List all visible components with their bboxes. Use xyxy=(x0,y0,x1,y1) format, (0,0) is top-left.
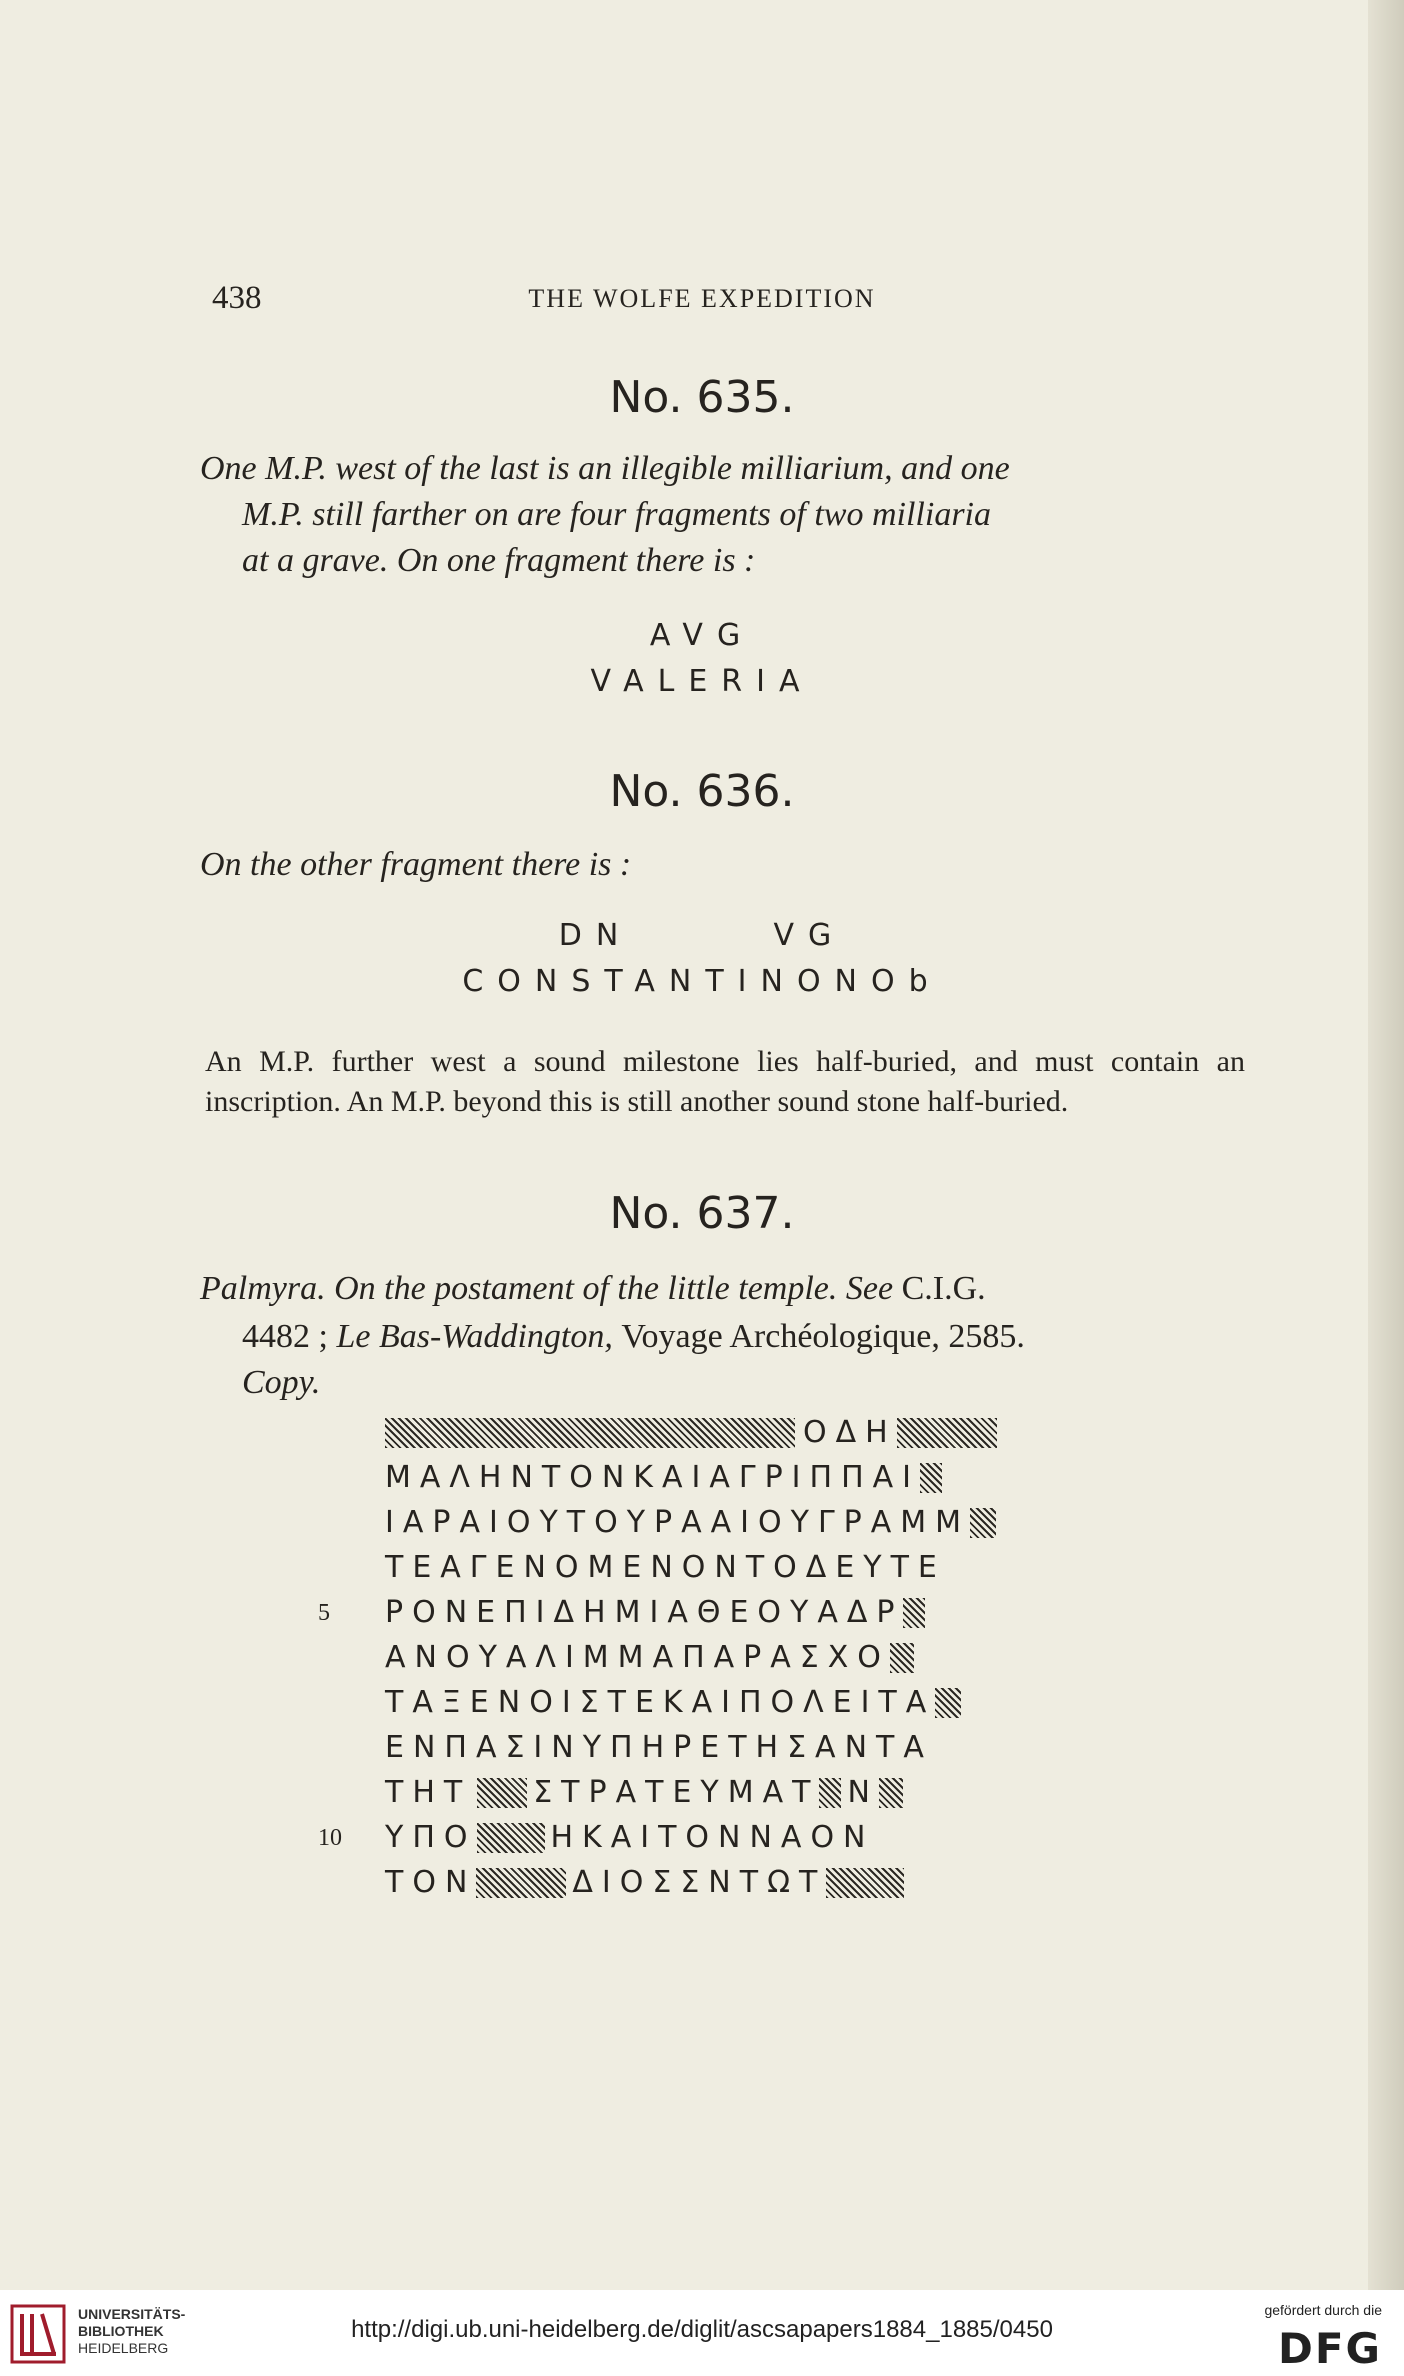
viewer-footer xyxy=(0,2290,1404,2376)
text-635-line-2: M.P. still farther on are four fragments of two milliaria xyxy=(242,496,991,533)
inscription-text: ΤΑΞΕΝΟΙΣΤΕΚΑΙΠΟΛΕΙΤΑ xyxy=(385,1685,936,1720)
inscription-text: Ν xyxy=(847,1775,879,1810)
text-637-cig-number: 4482 ; xyxy=(242,1318,328,1355)
inscription-text: ΟΔΗ xyxy=(803,1415,897,1450)
inscription-636-line-1: DN VG xyxy=(558,918,846,953)
inscription-text: ΜΑΛΗΝΤΟΝΚΑΙΑΓΡΙΠΠΑΙ xyxy=(385,1460,921,1495)
inscription-row xyxy=(385,1635,1025,1680)
inscription-text: ΗΚΑΙΤΟΝΝΑΟΝ xyxy=(550,1820,875,1855)
lacuna-hatch xyxy=(477,1778,527,1808)
inscription-row xyxy=(385,1590,1025,1635)
text-637-cig: C.I.G. xyxy=(901,1270,986,1307)
text-637-line-3: Copy. xyxy=(242,1364,321,1401)
lacuna-hatch xyxy=(890,1643,914,1673)
inscription-text: ΑΝΟΥΑΛΙΜΜΑΠΑΡΑΣΧΟ xyxy=(385,1640,890,1675)
running-head xyxy=(0,280,1404,320)
page-number: 438 xyxy=(212,280,262,316)
inscription-row xyxy=(385,1815,1025,1860)
lacuna-hatch xyxy=(920,1463,942,1493)
library-name-line: HEIDELBERG xyxy=(78,2340,169,2356)
lacuna-hatch xyxy=(819,1778,841,1808)
text-636-line: On the other fragment there is : xyxy=(200,846,632,883)
line-number-5: 5 xyxy=(318,1600,330,1626)
lacuna-hatch xyxy=(879,1778,903,1808)
lacuna-hatch xyxy=(826,1868,904,1898)
text-637-line-2 xyxy=(200,1314,1282,1360)
text-637-author: Le Bas-Waddington, xyxy=(336,1318,613,1355)
funding-note: gefördert durch die xyxy=(1264,2302,1382,2318)
lacuna-hatch xyxy=(385,1418,795,1448)
lacuna-hatch xyxy=(903,1598,925,1628)
lacuna-hatch xyxy=(897,1418,997,1448)
library-name-line: UNIVERSITÄTS- xyxy=(78,2306,186,2322)
running-title: THE WOLFE EXPEDITION xyxy=(528,284,876,313)
inscription-row xyxy=(385,1545,1025,1590)
inscription-text: ΤΟΝ xyxy=(385,1865,477,1900)
inscription-text: ΤΗΤ xyxy=(385,1775,472,1810)
inscription-text: ΝΤΩΤ xyxy=(708,1865,827,1900)
inscription-text: ΥΠΟ xyxy=(385,1820,477,1855)
heading-636: No. 636. xyxy=(609,766,795,817)
inscription-636-line-2: CONSTANTINONOb xyxy=(462,964,942,999)
inscription-637 xyxy=(385,1410,1025,1905)
permalink-url[interactable]: http://digi.ub.uni-heidelberg.de/diglit/ascsapapers1884_1885/0450 xyxy=(351,2316,1053,2343)
inscription-635-line-2: VALERIA xyxy=(590,664,814,699)
text-635-line-3: at a grave. On one fragment there is : xyxy=(242,542,756,579)
inscription-text: ΣΤΡΑΤΕΥΜΑΤ xyxy=(533,1775,820,1810)
lacuna-hatch xyxy=(477,1823,545,1853)
inscription-text: ΕΝΠΑΣΙΝΥΠΗΡΕΤΗΣΑΝΤΑ xyxy=(385,1730,933,1765)
inscription-text: ΙΑΡΑΙΟΥΤΟΥΡΑΑΙΟΥΓΡΑΜΜ xyxy=(385,1505,971,1540)
inscription-text: ΤΕΑΓΕΝΟΜΕΝΟΝΤΟΔΕΥΤΕ xyxy=(385,1550,946,1585)
lacuna-hatch xyxy=(476,1868,566,1898)
heading-635: No. 635. xyxy=(609,372,795,423)
inscription-row xyxy=(385,1410,1025,1455)
inscription-row xyxy=(385,1725,1025,1770)
inscription-row xyxy=(385,1860,1025,1905)
lacuna-hatch xyxy=(935,1688,961,1718)
inscription-text: ΔΙΟΣΣ xyxy=(572,1865,709,1900)
library-name-line: BIBLIOTHEK xyxy=(78,2323,164,2339)
lacuna-hatch xyxy=(970,1508,996,1538)
text-637-line-1 xyxy=(200,1266,1240,1312)
inscription-row xyxy=(385,1770,1025,1815)
text-637-line-1-italic: Palmyra. On the postament of the little temple. See xyxy=(200,1270,894,1307)
line-number-10: 10 xyxy=(318,1825,342,1851)
inscription-text: ΡΟΝΕΠΙΔΗΜΙΑΘΕΟΥΑΔΡ xyxy=(385,1595,904,1630)
inscription-row xyxy=(385,1455,1025,1500)
inscription-row xyxy=(385,1500,1025,1545)
text-635-line-1: One M.P. west of the last is an illegible milliarium, and one xyxy=(200,450,1010,487)
dfg-logo: DFG xyxy=(1277,2324,1382,2373)
paragraph-636: An M.P. further west a sound milestone lies half-buried, and must contain an inscription. An M.P. beyond this is still another sound stone half-buried. xyxy=(205,1045,1245,1118)
page-edge-shadow xyxy=(1368,0,1404,2290)
text-637-work: Voyage Archéologique, 2585. xyxy=(621,1318,1025,1355)
inscription-row xyxy=(385,1680,1025,1725)
inscription-635-line-1: AVG xyxy=(649,618,755,653)
heading-637: No. 637. xyxy=(609,1188,795,1239)
